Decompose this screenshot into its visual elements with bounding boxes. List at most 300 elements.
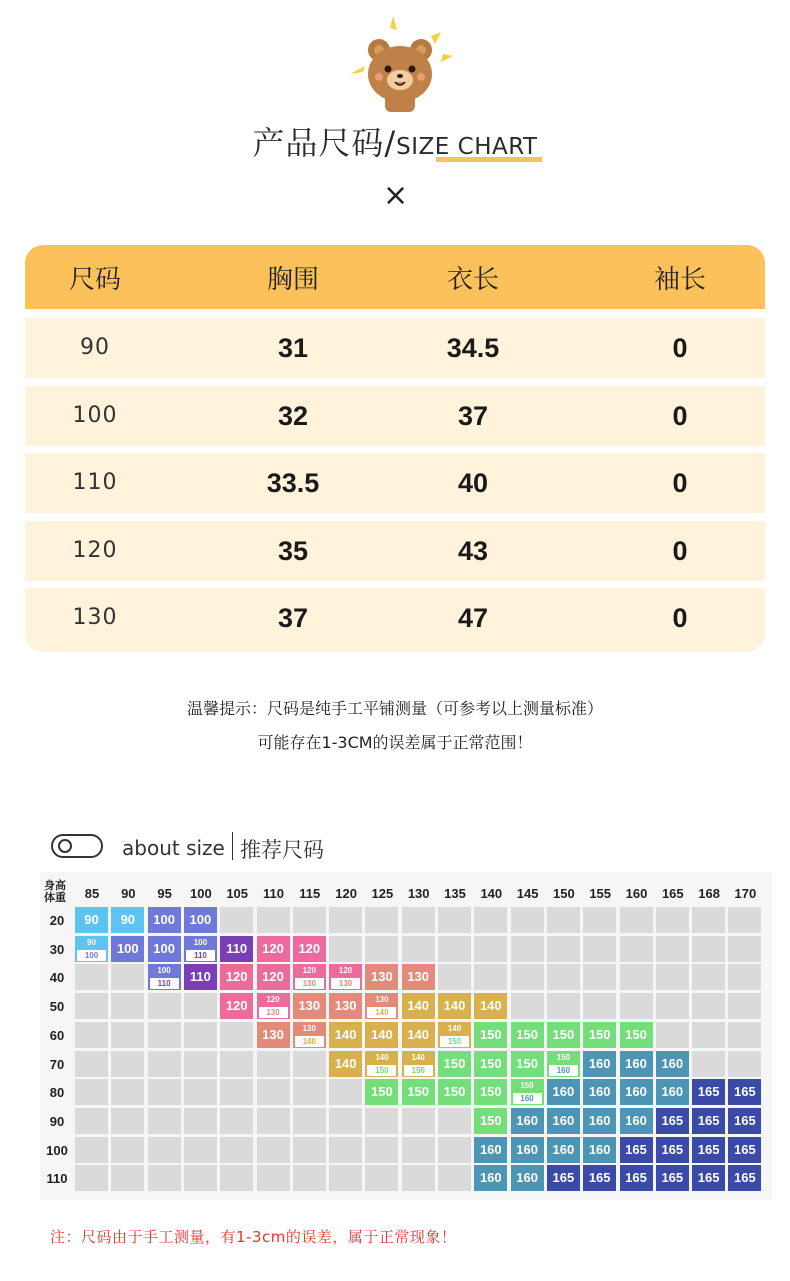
- table-row: [25, 386, 765, 446]
- height-header: 145: [516, 886, 539, 901]
- size-value: 165: [734, 1112, 756, 1128]
- grid-cell: [184, 1022, 217, 1048]
- weight-header: 20: [49, 913, 65, 928]
- grid-cell: [547, 1137, 580, 1163]
- grid-cell: [402, 1137, 435, 1163]
- grid-cell: [583, 1022, 616, 1048]
- table-row: [25, 588, 765, 652]
- grid-cell: [329, 936, 362, 962]
- grid-cell: [547, 936, 580, 962]
- size-value-alt: 100: [77, 950, 106, 961]
- grid-cell: [656, 1108, 689, 1134]
- grid-corner: [44, 880, 66, 904]
- grid-cell: [728, 993, 761, 1019]
- grid-cell: [511, 1108, 544, 1134]
- size-value: 140: [375, 1052, 389, 1062]
- size-value: 90: [120, 912, 136, 927]
- size-value: 165: [661, 1141, 684, 1157]
- size-value: 160: [661, 1084, 684, 1100]
- size-value-alt: 110: [150, 978, 179, 989]
- grid-cell: [365, 1165, 398, 1191]
- cell-sleeve: 0: [672, 536, 688, 566]
- size-value: 120: [225, 998, 248, 1014]
- size-value-alt: 130: [331, 978, 360, 989]
- size-value: 120: [338, 966, 353, 976]
- grid-cell: [438, 936, 471, 962]
- grid-cell: [402, 907, 435, 933]
- grid-cell: [620, 1108, 653, 1134]
- grid-cell: [728, 964, 761, 990]
- grid-cell: [111, 1022, 144, 1048]
- size-value: 90: [87, 937, 96, 947]
- grid-cell: [511, 1079, 544, 1105]
- grid-cell: [692, 993, 725, 1019]
- weight-header: 70: [49, 1056, 65, 1072]
- size-value: 100: [153, 912, 175, 927]
- divider: [232, 832, 233, 860]
- cell-size: 90: [80, 335, 110, 360]
- grid-cell: [583, 1079, 616, 1105]
- size-value-alt: 130: [295, 978, 324, 989]
- grid-cell: [547, 1108, 580, 1134]
- grid-cell: [692, 1022, 725, 1048]
- size-value: 120: [266, 995, 280, 1005]
- grid-cell: [220, 907, 253, 933]
- grid-cell: [257, 936, 290, 962]
- height-header: 95: [157, 886, 172, 901]
- grid-cell: [656, 1165, 689, 1191]
- size-value: 160: [625, 1084, 647, 1100]
- header-sleeve: 袖长: [653, 265, 706, 295]
- grid-cell: [111, 1165, 144, 1191]
- size-value: 160: [479, 1170, 502, 1186]
- grid-cell: [620, 1079, 653, 1105]
- grid-cell: [184, 964, 217, 990]
- size-value: 160: [552, 1084, 575, 1100]
- size-value: 140: [407, 1026, 430, 1042]
- cell-chest: 32: [277, 401, 309, 431]
- grid-cell: [438, 1022, 471, 1048]
- grid-cell: [329, 907, 362, 933]
- size-value: 150: [516, 1026, 538, 1042]
- grid-cell: [220, 1137, 253, 1163]
- size-value: 150: [552, 1026, 575, 1042]
- size-value: 150: [479, 1112, 502, 1128]
- height-header: 120: [335, 886, 357, 901]
- size-value: 150: [443, 1084, 466, 1100]
- about-size-label: about size: [122, 836, 225, 860]
- grid-cell: [184, 1137, 217, 1163]
- grid-cell: [220, 993, 253, 1019]
- grid-cell: [583, 1165, 616, 1191]
- cell-sleeve: 0: [672, 603, 688, 633]
- size-value: 150: [556, 1052, 571, 1062]
- grid-cell: [148, 1079, 181, 1105]
- grid-cell: [583, 1051, 616, 1077]
- grid-cell: [656, 907, 689, 933]
- grid-cell: [692, 1137, 725, 1163]
- grid-cell: [511, 1051, 544, 1077]
- grid-cell: [75, 993, 108, 1019]
- grid-cell: [728, 1079, 761, 1105]
- grid-cell: [583, 907, 616, 933]
- grid-cell: [365, 1137, 398, 1163]
- cell-length: 37: [457, 401, 489, 431]
- grid-cell: [148, 907, 181, 933]
- cell-chest: 31: [277, 333, 309, 363]
- grid-cell: [402, 1165, 435, 1191]
- size-value: 140: [334, 1055, 357, 1071]
- grid-cell: [511, 964, 544, 990]
- cell-chest: 37: [277, 603, 309, 633]
- grid-cell: [583, 936, 616, 962]
- size-value: 140: [447, 1023, 462, 1033]
- grid-cell: [329, 1165, 362, 1191]
- size-value: 100: [193, 937, 208, 947]
- grid-cell: [438, 993, 471, 1019]
- grid-cell: [728, 1022, 761, 1048]
- size-value: 120: [262, 940, 284, 956]
- grid-cell: [293, 936, 326, 962]
- grid-cell: [438, 1079, 471, 1105]
- size-value-alt: 140: [367, 1007, 396, 1018]
- height-header: 160: [625, 886, 648, 901]
- size-value-alt: 150: [404, 1065, 433, 1076]
- grid-cell: [620, 907, 653, 933]
- size-value: 140: [479, 998, 502, 1014]
- cell-length: 43: [457, 536, 489, 566]
- grid-cell: [329, 1051, 362, 1077]
- close-icon: ×: [383, 178, 409, 213]
- size-value: 160: [661, 1055, 684, 1071]
- grid-cell: [148, 936, 181, 962]
- grid-cell: [511, 993, 544, 1019]
- grid-cell: [111, 964, 144, 990]
- grid-cell: [438, 1051, 471, 1077]
- size-value: 150: [443, 1055, 466, 1071]
- size-value: 165: [734, 1170, 756, 1186]
- grid-cell: [365, 993, 398, 1019]
- grid-cell: [438, 1108, 471, 1134]
- grid-cell: [438, 964, 471, 990]
- height-header: 155: [589, 886, 612, 901]
- size-value-alt: 150: [440, 1036, 469, 1047]
- grid-cell: [474, 1137, 507, 1163]
- cell-length: 34.5: [446, 333, 500, 363]
- height-header: 125: [371, 886, 394, 901]
- grid-cell: [365, 936, 398, 962]
- size-value: 150: [479, 1026, 502, 1042]
- grid-cell: [402, 1079, 435, 1105]
- cell-size: 100: [72, 403, 118, 428]
- grid-cell: [728, 907, 761, 933]
- grid-cell: [220, 1165, 253, 1191]
- size-value: 120: [225, 969, 248, 985]
- grid-cell: [257, 907, 290, 933]
- grid-cell: [656, 1022, 689, 1048]
- grid-cell: [620, 1165, 653, 1191]
- grid-cell: [656, 993, 689, 1019]
- grid-cell: [511, 907, 544, 933]
- grid-cell: [329, 1022, 362, 1048]
- grid-cell: [220, 1022, 253, 1048]
- grid-cell: [474, 1051, 507, 1077]
- size-value: 160: [516, 1170, 538, 1186]
- header-size: 尺码: [68, 265, 121, 295]
- height-header: 90: [121, 886, 136, 901]
- size-value: 165: [588, 1170, 611, 1186]
- size-value-alt: 150: [367, 1065, 396, 1076]
- grid-cell: [728, 1051, 761, 1077]
- size-value: 160: [625, 1112, 647, 1128]
- grid-cell: [75, 964, 108, 990]
- measure-tip-line1: 温馨提示：尺码是纯手工平铺测量（可参考以上测量标准）: [186, 699, 603, 718]
- grid-cell: [293, 964, 326, 990]
- cell-chest: 33.5: [266, 468, 320, 498]
- grid-cell: [184, 936, 217, 962]
- grid-cell: [656, 1137, 689, 1163]
- grid-cell: [257, 1165, 290, 1191]
- grid-cell: [293, 1137, 326, 1163]
- cell-sleeve: 0: [672, 401, 688, 431]
- grid-cell: [75, 1051, 108, 1077]
- weight-header: 40: [49, 970, 65, 986]
- size-value: 150: [520, 1081, 534, 1091]
- grid-cell: [474, 907, 507, 933]
- grid-cell: [656, 1051, 689, 1077]
- grid-cell: [547, 1051, 580, 1077]
- height-header: 110: [263, 886, 284, 901]
- grid-cell: [583, 1108, 616, 1134]
- grid-cell: [148, 1108, 181, 1134]
- grid-cell: [293, 1165, 326, 1191]
- height-header: 85: [84, 886, 100, 901]
- title-cn: 产品尺码/: [252, 124, 397, 162]
- grid-cell: [728, 936, 761, 962]
- size-value: 150: [407, 1084, 430, 1100]
- height-header: 105: [226, 886, 249, 901]
- grid-cell: [184, 993, 217, 1019]
- weight-header: 30: [49, 941, 65, 957]
- size-value: 110: [226, 940, 248, 956]
- weight-header: 60: [49, 1027, 65, 1043]
- grid-cell: [547, 907, 580, 933]
- grid-cell: [692, 907, 725, 933]
- page-title: [0, 118, 790, 164]
- grid-cell: [692, 1079, 725, 1105]
- measure-tip-line2: 可能存在1-3CM的误差属于正常范围！: [257, 733, 533, 752]
- size-value: 110: [189, 969, 211, 985]
- grid-cell: [148, 1022, 181, 1048]
- size-value-alt: 140: [295, 1036, 324, 1047]
- cell-size: 120: [72, 538, 118, 563]
- grid-cell: [365, 964, 398, 990]
- grid-cell: [293, 1051, 326, 1077]
- grid-cell: [511, 1137, 544, 1163]
- size-value: 160: [552, 1141, 575, 1157]
- size-value: 150: [479, 1055, 502, 1071]
- grid-cell: [75, 1079, 108, 1105]
- cell-chest: 35: [277, 536, 309, 566]
- grid-cell: [184, 1165, 217, 1191]
- corner-weight: 体重: [44, 891, 66, 904]
- grid-cell: [75, 936, 108, 962]
- grid-cell: [365, 1108, 398, 1134]
- grid-cell: [547, 1022, 580, 1048]
- size-value: 130: [298, 998, 321, 1014]
- grid-cell: [257, 964, 290, 990]
- corner-height: 身高: [44, 879, 66, 892]
- grid-cell: [293, 1108, 326, 1134]
- grid-cell: [583, 964, 616, 990]
- size-value: 165: [697, 1112, 720, 1128]
- grid-cell: [692, 936, 725, 962]
- grid-cell: [511, 1165, 544, 1191]
- cell-length: 47: [457, 603, 489, 633]
- header-chest: 胸围: [266, 265, 319, 295]
- height-header: 170: [734, 886, 757, 901]
- grid-cell: [184, 1051, 217, 1077]
- size-value: 165: [661, 1170, 684, 1186]
- size-value: 140: [443, 998, 466, 1014]
- weight-header: 50: [49, 999, 65, 1015]
- size-value: 160: [588, 1055, 611, 1071]
- grid-cell: [511, 936, 544, 962]
- size-value: 160: [479, 1141, 502, 1157]
- size-value: 140: [411, 1052, 425, 1062]
- grid-cell: [220, 964, 253, 990]
- grid-cell: [75, 1137, 108, 1163]
- grid-cell: [402, 1108, 435, 1134]
- grid-cell: [365, 1022, 398, 1048]
- size-value: 90: [84, 912, 99, 927]
- grid-cell: [148, 1137, 181, 1163]
- grid-cell: [111, 1079, 144, 1105]
- size-value: 150: [588, 1026, 611, 1042]
- grid-cell: [111, 1108, 144, 1134]
- weight-header: 110: [46, 1171, 68, 1187]
- grid-cell: [220, 1108, 253, 1134]
- size-value: 100: [189, 912, 212, 927]
- size-value: 130: [302, 1023, 316, 1033]
- toggle-icon: [51, 834, 103, 858]
- size-value: 160: [516, 1141, 538, 1157]
- size-value: 130: [334, 998, 357, 1014]
- grid-cell: [365, 907, 398, 933]
- size-value: 160: [552, 1112, 575, 1128]
- grid-cell: [620, 964, 653, 990]
- height-header: 165: [661, 886, 684, 901]
- grid-cell: [184, 1108, 217, 1134]
- grid-cell: [692, 1051, 725, 1077]
- size-value: 100: [153, 940, 175, 956]
- size-value: 100: [116, 940, 139, 956]
- size-value: 130: [407, 969, 430, 985]
- table-row: [25, 318, 765, 378]
- grid-cell: [329, 993, 362, 1019]
- grid-cell: [583, 1137, 616, 1163]
- grid-cell: [293, 1079, 326, 1105]
- grid-cell: [620, 1051, 653, 1077]
- size-value: 130: [262, 1026, 284, 1042]
- size-value: 150: [479, 1084, 502, 1100]
- size-value: 165: [734, 1141, 756, 1157]
- height-header: 100: [190, 886, 212, 901]
- weight-header: 90: [49, 1113, 65, 1129]
- grid-cell: [365, 1079, 398, 1105]
- grid-cell: [111, 907, 144, 933]
- size-value: 165: [625, 1170, 647, 1186]
- grid-cell: [293, 993, 326, 1019]
- grid-cell: [257, 1079, 290, 1105]
- size-value: 130: [371, 969, 393, 985]
- grid-cell: [220, 1079, 253, 1105]
- grid-cell: [402, 936, 435, 962]
- grid-cell: [75, 907, 108, 933]
- bear-mascot-icon: [345, 14, 455, 114]
- grid-cell: [547, 964, 580, 990]
- grid-cell: [620, 936, 653, 962]
- grid-cell: [148, 1051, 181, 1077]
- height-header: 168: [698, 886, 720, 901]
- size-value: 150: [625, 1026, 647, 1042]
- grid-cell: [329, 964, 362, 990]
- grid-cell: [438, 1137, 471, 1163]
- grid-cell: [656, 1079, 689, 1105]
- size-value: 160: [625, 1055, 647, 1071]
- size-value-alt: 130: [259, 1007, 288, 1018]
- grid-cell: [547, 1165, 580, 1191]
- grid-cell: [474, 1079, 507, 1105]
- grid-cell: [474, 1022, 507, 1048]
- cell-length: 40: [457, 468, 489, 498]
- height-header: 115: [299, 886, 321, 901]
- recommend-size-label: 推荐尺码: [240, 838, 324, 862]
- size-value: 165: [734, 1084, 756, 1100]
- grid-cell: [257, 993, 290, 1019]
- grid-cell: [111, 993, 144, 1019]
- grid-cell: [111, 1051, 144, 1077]
- cell-sleeve: 0: [672, 468, 688, 498]
- grid-cell: [620, 1022, 653, 1048]
- grid-cell: [329, 1079, 362, 1105]
- header-length: 衣长: [446, 265, 499, 295]
- size-table-header: [25, 245, 765, 309]
- size-value: 165: [697, 1170, 720, 1186]
- grid-cell: [728, 1108, 761, 1134]
- size-value-alt: 160: [549, 1065, 578, 1076]
- grid-cell: [620, 1137, 653, 1163]
- grid-cell: [365, 1051, 398, 1077]
- grid-cell: [474, 993, 507, 1019]
- grid-cell: [511, 1022, 544, 1048]
- size-value: 140: [334, 1026, 357, 1042]
- grid-cell: [728, 1137, 761, 1163]
- grid-cell: [402, 993, 435, 1019]
- height-header: 130: [407, 886, 430, 901]
- grid-cell: [547, 993, 580, 1019]
- grid-cell: [184, 1079, 217, 1105]
- grid-cell: [148, 1165, 181, 1191]
- grid-cell: [474, 964, 507, 990]
- grid-cell: [728, 1165, 761, 1191]
- grid-cell: [257, 1022, 290, 1048]
- size-value: 160: [588, 1141, 611, 1157]
- weight-header: 100: [46, 1142, 68, 1158]
- size-value: 165: [661, 1112, 684, 1128]
- grid-cell: [257, 1137, 290, 1163]
- height-header: 140: [480, 886, 503, 901]
